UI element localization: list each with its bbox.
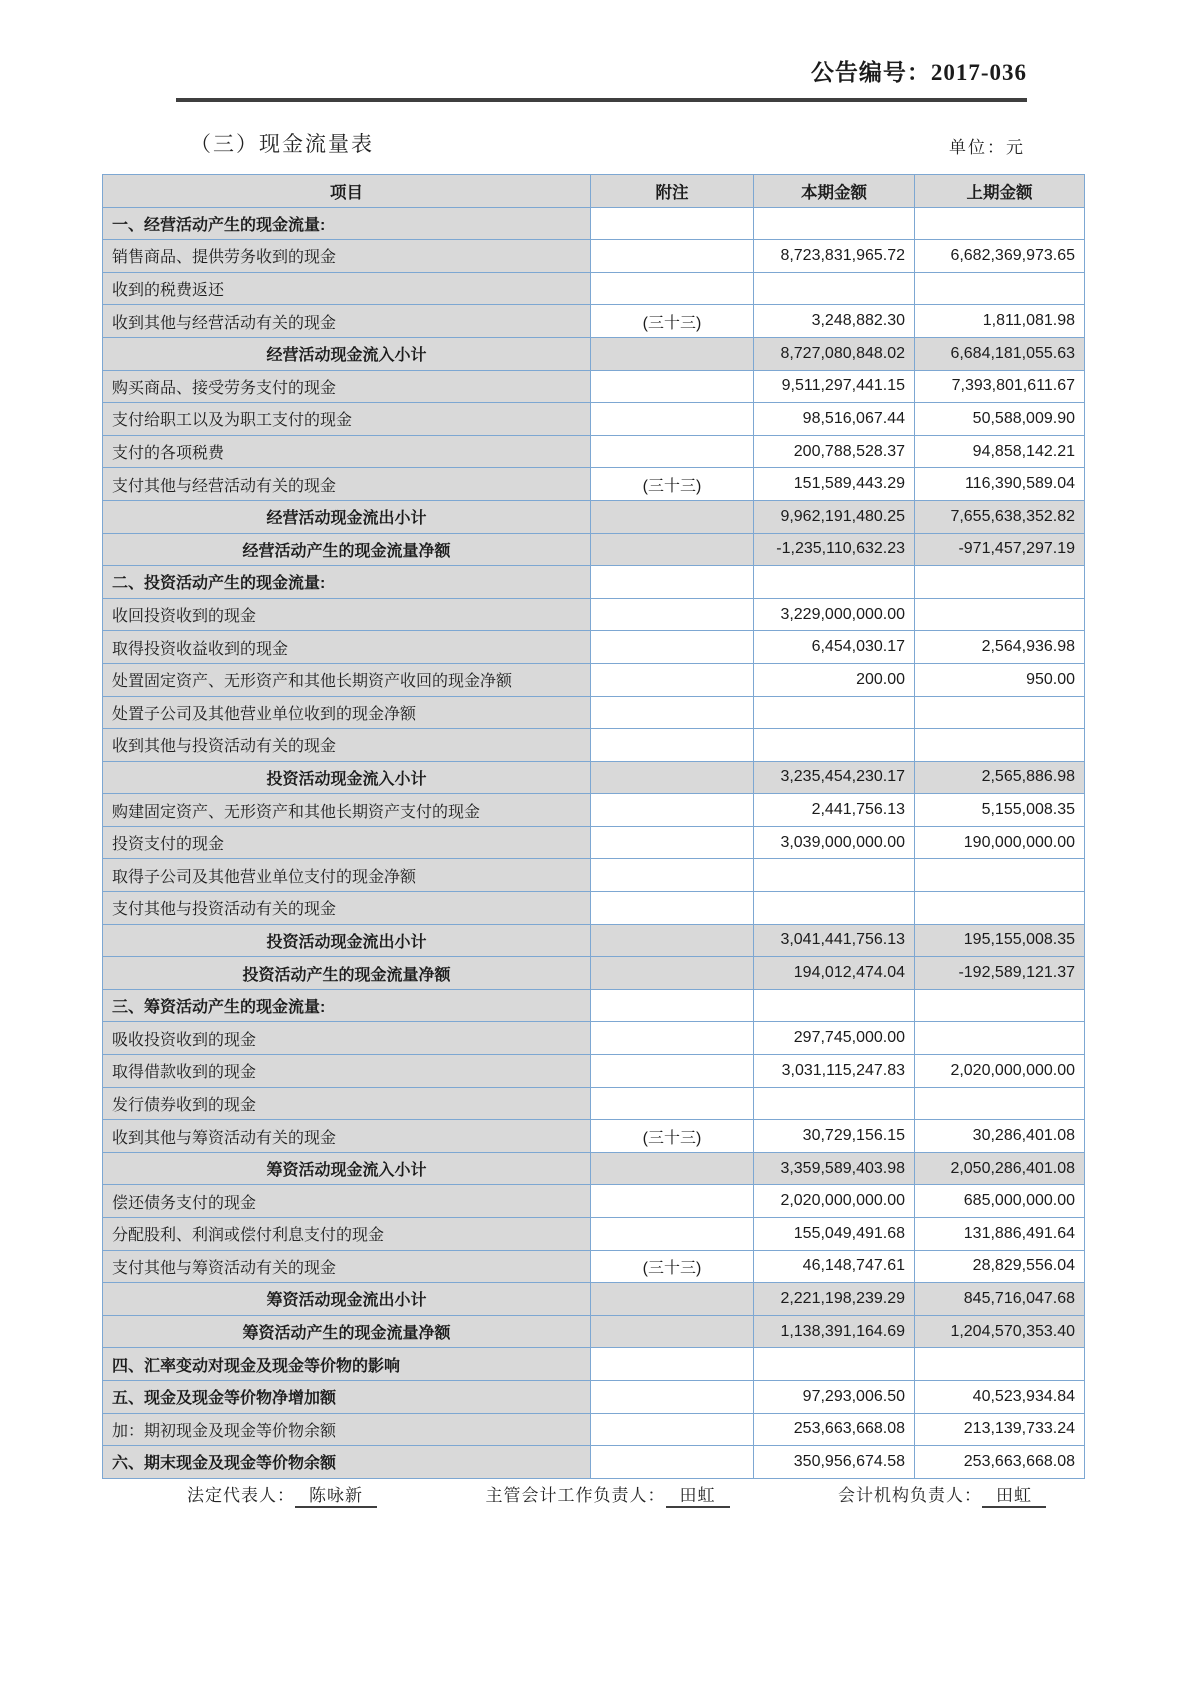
prior-amount-cell: 6,684,181,055.63 (915, 337, 1085, 370)
table-row (103, 761, 1085, 794)
signer (187, 1481, 377, 1508)
note-cell (591, 598, 754, 631)
table-row (103, 696, 1085, 729)
prior-amount-cell: 6,682,369,973.65 (915, 240, 1085, 273)
item-label-cell: 筹资活动现金流出小计 (103, 1283, 591, 1316)
note-cell: (三十三) (591, 1250, 754, 1283)
column-header-note: 附注 (591, 175, 754, 208)
note-cell (591, 924, 754, 957)
note-cell (591, 240, 754, 273)
current-amount-cell: 6,454,030.17 (754, 631, 915, 664)
signer-role-label: 主管会计工作负责人： (485, 1486, 666, 1505)
item-label-cell: 取得投资收益收到的现金 (103, 631, 591, 664)
current-amount-cell: 253,663,668.08 (754, 1413, 915, 1446)
signer-name: 田虹 (982, 1481, 1046, 1508)
table-row (103, 500, 1085, 533)
column-header-prior-amount: 上期金额 (915, 175, 1085, 208)
table-row (103, 468, 1085, 501)
table-row (103, 566, 1085, 599)
table-row (103, 826, 1085, 859)
note-cell (591, 859, 754, 892)
table-row (103, 1120, 1085, 1153)
table-row (103, 957, 1085, 990)
page-title: （三）现金流量表 (190, 132, 374, 156)
table-row (103, 598, 1085, 631)
current-amount-cell: 350,956,674.58 (754, 1446, 915, 1479)
note-cell (591, 566, 754, 599)
current-amount-cell (754, 1348, 915, 1381)
item-label-cell: 经营活动产生的现金流量净额 (103, 533, 591, 566)
current-amount-cell (754, 892, 915, 925)
current-amount-cell: 30,729,156.15 (754, 1120, 915, 1153)
prior-amount-cell: 116,390,589.04 (915, 468, 1085, 501)
table-row (103, 729, 1085, 762)
prior-amount-cell (915, 1348, 1085, 1381)
note-cell (591, 1218, 754, 1251)
item-label-cell: 一、经营活动产生的现金流量: (103, 207, 591, 240)
prior-amount-cell (915, 566, 1085, 599)
current-amount-cell: 3,229,000,000.00 (754, 598, 915, 631)
note-cell (591, 1380, 754, 1413)
item-label-cell: 收回投资收到的现金 (103, 598, 591, 631)
note-cell (591, 1087, 754, 1120)
current-amount-cell (754, 989, 915, 1022)
item-label-cell: 收到其他与投资活动有关的现金 (103, 729, 591, 762)
item-label-cell: 取得子公司及其他营业单位支付的现金净额 (103, 859, 591, 892)
signer-role-label: 会计机构负责人： (838, 1486, 982, 1505)
current-amount-cell: -1,235,110,632.23 (754, 533, 915, 566)
prior-amount-cell: 1,204,570,353.40 (915, 1315, 1085, 1348)
current-amount-cell: 9,511,297,441.15 (754, 370, 915, 403)
current-amount-cell: 8,727,080,848.02 (754, 337, 915, 370)
signer (486, 1481, 730, 1508)
item-label-cell: 筹资活动产生的现金流量净额 (103, 1315, 591, 1348)
table-row (103, 1250, 1085, 1283)
prior-amount-cell: 7,655,638,352.82 (915, 500, 1085, 533)
item-label-cell: 处置固定资产、无形资产和其他长期资产收回的现金净额 (103, 663, 591, 696)
table-row (103, 533, 1085, 566)
item-label-cell: 二、投资活动产生的现金流量: (103, 566, 591, 599)
note-cell (591, 272, 754, 305)
note-cell (591, 533, 754, 566)
table-row (103, 794, 1085, 827)
note-cell (591, 337, 754, 370)
table-row (103, 403, 1085, 436)
item-label-cell: 四、汇率变动对现金及现金等价物的影响 (103, 1348, 591, 1381)
prior-amount-cell: 195,155,008.35 (915, 924, 1085, 957)
table-row (103, 1283, 1085, 1316)
table-row (103, 1022, 1085, 1055)
prior-amount-cell: 2,050,286,401.08 (915, 1152, 1085, 1185)
table-row (103, 1055, 1085, 1088)
item-label-cell: 五、现金及现金等价物净增加额 (103, 1380, 591, 1413)
prior-amount-cell: 2,565,886.98 (915, 761, 1085, 794)
note-cell (591, 1055, 754, 1088)
prior-amount-cell: 845,716,047.68 (915, 1283, 1085, 1316)
prior-amount-cell (915, 859, 1085, 892)
item-label-cell: 支付其他与投资活动有关的现金 (103, 892, 591, 925)
table-row (103, 370, 1085, 403)
note-cell (591, 403, 754, 436)
note-cell (591, 631, 754, 664)
current-amount-cell: 297,745,000.00 (754, 1022, 915, 1055)
current-amount-cell: 2,221,198,239.29 (754, 1283, 915, 1316)
column-header-item: 项目 (103, 175, 591, 208)
note-cell (591, 1446, 754, 1479)
item-label-cell: 支付其他与筹资活动有关的现金 (103, 1250, 591, 1283)
prior-amount-cell: 190,000,000.00 (915, 826, 1085, 859)
note-cell (591, 957, 754, 990)
item-label-cell: 购建固定资产、无形资产和其他长期资产支付的现金 (103, 794, 591, 827)
signer-name: 陈咏新 (295, 1481, 377, 1508)
prior-amount-cell: 2,564,936.98 (915, 631, 1085, 664)
note-cell (591, 500, 754, 533)
prior-amount-cell: 7,393,801,611.67 (915, 370, 1085, 403)
table-row (103, 435, 1085, 468)
note-cell: (三十三) (591, 1120, 754, 1153)
prior-amount-cell: 5,155,008.35 (915, 794, 1085, 827)
table-row (103, 1380, 1085, 1413)
prior-amount-cell: 213,139,733.24 (915, 1413, 1085, 1446)
note-cell (591, 892, 754, 925)
item-label-cell: 加：期初现金及现金等价物余额 (103, 1413, 591, 1446)
item-label-cell: 投资活动现金流出小计 (103, 924, 591, 957)
prior-amount-cell: 131,886,491.64 (915, 1218, 1085, 1251)
prior-amount-cell: 2,020,000,000.00 (915, 1055, 1085, 1088)
table-row (103, 924, 1085, 957)
prior-amount-cell: -192,589,121.37 (915, 957, 1085, 990)
item-label-cell: 分配股利、利润或偿付利息支付的现金 (103, 1218, 591, 1251)
note-cell (591, 826, 754, 859)
item-label-cell: 支付给职工以及为职工支付的现金 (103, 403, 591, 436)
table-row (103, 631, 1085, 664)
item-label-cell: 收到的税费返还 (103, 272, 591, 305)
item-label-cell: 收到其他与筹资活动有关的现金 (103, 1120, 591, 1153)
prior-amount-cell: 94,858,142.21 (915, 435, 1085, 468)
table-row (103, 892, 1085, 925)
current-amount-cell (754, 207, 915, 240)
prior-amount-cell (915, 989, 1085, 1022)
current-amount-cell: 98,516,067.44 (754, 403, 915, 436)
unit-label: 单位：元 (949, 138, 1025, 157)
table-row (103, 272, 1085, 305)
table-row (103, 859, 1085, 892)
prior-amount-cell: 950.00 (915, 663, 1085, 696)
note-cell (591, 1315, 754, 1348)
item-label-cell: 偿还债务支付的现金 (103, 1185, 591, 1218)
prior-amount-cell (915, 598, 1085, 631)
note-cell (591, 207, 754, 240)
signer (838, 1481, 1046, 1508)
prior-amount-cell: 253,663,668.08 (915, 1446, 1085, 1479)
note-cell (591, 794, 754, 827)
current-amount-cell: 3,235,454,230.17 (754, 761, 915, 794)
current-amount-cell: 8,723,831,965.72 (754, 240, 915, 273)
table-row (103, 1218, 1085, 1251)
table-row (103, 1413, 1085, 1446)
note-cell (591, 1413, 754, 1446)
cashflow-table-body (103, 207, 1085, 1478)
table-row (103, 1185, 1085, 1218)
item-label-cell: 支付其他与经营活动有关的现金 (103, 468, 591, 501)
current-amount-cell: 46,148,747.61 (754, 1250, 915, 1283)
current-amount-cell: 151,589,443.29 (754, 468, 915, 501)
table-row (103, 207, 1085, 240)
item-label-cell: 吸收投资收到的现金 (103, 1022, 591, 1055)
prior-amount-cell: 685,000,000.00 (915, 1185, 1085, 1218)
current-amount-cell: 9,962,191,480.25 (754, 500, 915, 533)
note-cell (591, 729, 754, 762)
signer-role-label: 法定代表人： (187, 1486, 295, 1505)
table-row (103, 305, 1085, 338)
current-amount-cell: 3,041,441,756.13 (754, 924, 915, 957)
prior-amount-cell (915, 1022, 1085, 1055)
note-cell (591, 761, 754, 794)
current-amount-cell: 2,441,756.13 (754, 794, 915, 827)
current-amount-cell (754, 696, 915, 729)
current-amount-cell: 3,248,882.30 (754, 305, 915, 338)
current-amount-cell: 200.00 (754, 663, 915, 696)
signer-name: 田虹 (666, 1481, 730, 1508)
note-cell (591, 1185, 754, 1218)
note-cell (591, 989, 754, 1022)
prior-amount-cell (915, 892, 1085, 925)
item-label-cell: 购买商品、接受劳务支付的现金 (103, 370, 591, 403)
item-label-cell: 销售商品、提供劳务收到的现金 (103, 240, 591, 273)
current-amount-cell: 3,031,115,247.83 (754, 1055, 915, 1088)
prior-amount-cell: -971,457,297.19 (915, 533, 1085, 566)
table-row (103, 663, 1085, 696)
note-cell (591, 370, 754, 403)
current-amount-cell (754, 859, 915, 892)
item-label-cell: 投资活动产生的现金流量净额 (103, 957, 591, 990)
current-amount-cell (754, 566, 915, 599)
item-label-cell: 三、筹资活动产生的现金流量: (103, 989, 591, 1022)
note-cell (591, 663, 754, 696)
current-amount-cell (754, 272, 915, 305)
prior-amount-cell: 1,811,081.98 (915, 305, 1085, 338)
note-cell (591, 1022, 754, 1055)
item-label-cell: 六、期末现金及现金等价物余额 (103, 1446, 591, 1479)
prior-amount-cell: 50,588,009.90 (915, 403, 1085, 436)
note-cell (591, 435, 754, 468)
current-amount-cell: 194,012,474.04 (754, 957, 915, 990)
item-label-cell: 取得借款收到的现金 (103, 1055, 591, 1088)
item-label-cell: 处置子公司及其他营业单位收到的现金净额 (103, 696, 591, 729)
signature-line (102, 1481, 1084, 1508)
note-cell: (三十三) (591, 468, 754, 501)
current-amount-cell: 200,788,528.37 (754, 435, 915, 468)
current-amount-cell (754, 1087, 915, 1120)
current-amount-cell: 97,293,006.50 (754, 1380, 915, 1413)
item-label-cell: 投资活动现金流入小计 (103, 761, 591, 794)
item-label-cell: 经营活动现金流出小计 (103, 500, 591, 533)
table-row (103, 1315, 1085, 1348)
table-row (103, 1348, 1085, 1381)
prior-amount-cell: 28,829,556.04 (915, 1250, 1085, 1283)
current-amount-cell: 155,049,491.68 (754, 1218, 915, 1251)
prior-amount-cell: 30,286,401.08 (915, 1120, 1085, 1153)
column-header-current-amount: 本期金额 (754, 175, 915, 208)
table-row (103, 989, 1085, 1022)
current-amount-cell: 3,039,000,000.00 (754, 826, 915, 859)
prior-amount-cell (915, 272, 1085, 305)
note-cell (591, 696, 754, 729)
cash-flow-table (102, 174, 1085, 1479)
item-label-cell: 筹资活动现金流入小计 (103, 1152, 591, 1185)
note-cell: (三十三) (591, 305, 754, 338)
note-cell (591, 1152, 754, 1185)
item-label-cell: 发行债券收到的现金 (103, 1087, 591, 1120)
current-amount-cell (754, 729, 915, 762)
prior-amount-cell (915, 1087, 1085, 1120)
prior-amount-cell: 40,523,934.84 (915, 1380, 1085, 1413)
item-label-cell: 收到其他与经营活动有关的现金 (103, 305, 591, 338)
table-row (103, 1446, 1085, 1479)
prior-amount-cell (915, 729, 1085, 762)
item-label-cell: 投资支付的现金 (103, 826, 591, 859)
table-row (103, 1152, 1085, 1185)
table-row (103, 240, 1085, 273)
current-amount-cell: 1,138,391,164.69 (754, 1315, 915, 1348)
table-header-row (103, 175, 1085, 208)
current-amount-cell: 3,359,589,403.98 (754, 1152, 915, 1185)
prior-amount-cell (915, 207, 1085, 240)
note-cell (591, 1283, 754, 1316)
table-row (103, 337, 1085, 370)
table-row (103, 1087, 1085, 1120)
current-amount-cell: 2,020,000,000.00 (754, 1185, 915, 1218)
item-label-cell: 支付的各项税费 (103, 435, 591, 468)
announcement-number: 公告编号：2017-036 (176, 54, 1027, 102)
note-cell (591, 1348, 754, 1381)
prior-amount-cell (915, 696, 1085, 729)
item-label-cell: 经营活动现金流入小计 (103, 337, 591, 370)
